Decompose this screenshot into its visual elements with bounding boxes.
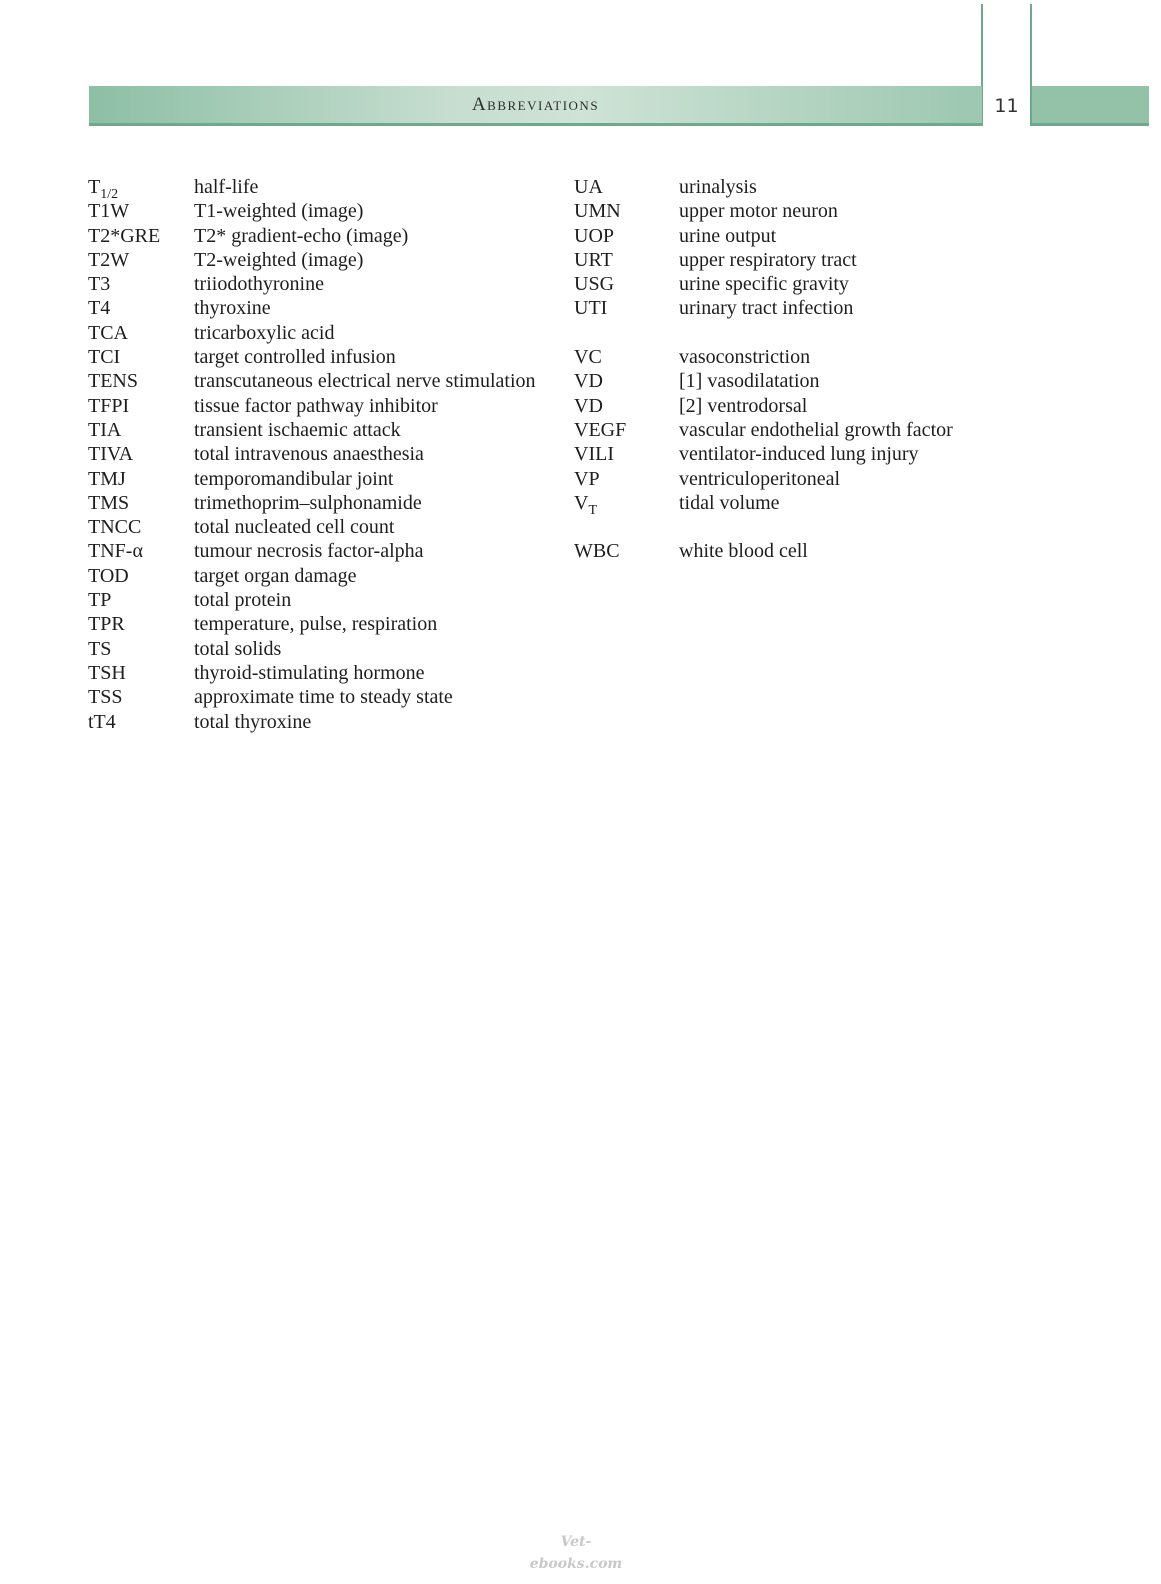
abbreviation-term: VEGF (574, 418, 627, 441)
abbreviation-term: TSH (88, 661, 126, 684)
abbreviation-term: TCI (88, 346, 121, 369)
header-underline (89, 123, 982, 126)
abbreviation-definition: tricarboxylic acid (194, 321, 335, 344)
abbreviation-definition: tissue factor pathway inhibitor (194, 394, 438, 417)
abbreviation-definition: total solids (194, 637, 282, 660)
abbreviation-definition: approximate time to steady state (194, 686, 453, 709)
abbreviation-definition: thyroxine (194, 297, 271, 320)
abbreviation-term: USG (574, 273, 615, 296)
abbreviation-term: TSS (88, 686, 123, 709)
running-title: Abbreviations (471, 94, 600, 115)
abbreviation-definition: T1-weighted (image) (194, 200, 364, 223)
abbreviation-definition: trimethoprim–sulphonamide (194, 491, 422, 514)
abbreviation-definition: temporomandibular joint (194, 467, 394, 490)
abbreviation-term: UOP (574, 224, 615, 247)
abbreviation-term: T1W (88, 200, 130, 223)
abbreviation-term: T4 (88, 297, 111, 320)
abbreviation-definition: white blood cell (679, 540, 808, 563)
abbreviation-definition: urinary tract infection (679, 297, 854, 320)
abbreviation-term: TS (88, 637, 112, 660)
abbreviation-term: T2*GRE (88, 224, 161, 247)
abbreviation-definition: triiodothyronine (194, 273, 324, 296)
watermark-logo: Vet-ebooks.com (529, 1534, 623, 1572)
abbreviation-term: TENS (88, 370, 138, 393)
abbreviation-definition: vasoconstriction (679, 346, 811, 369)
abbreviation-definition: T2-weighted (image) (194, 248, 364, 271)
abbreviation-term: tT4 (88, 710, 116, 733)
abbreviation-term: UTI (574, 297, 608, 320)
abbreviation-term: T3 (88, 273, 111, 296)
abbreviation-definition: half-life (194, 176, 259, 198)
abbreviation-term: TFPI (88, 394, 130, 417)
abbreviation-term: TNF-α (88, 540, 143, 563)
abbreviation-term: VD (574, 394, 603, 417)
abbreviation-definition: upper respiratory tract (679, 248, 857, 271)
abbreviation-definition: urine output (679, 224, 777, 247)
abbreviation-definition: urinalysis (679, 176, 757, 198)
abbreviation-definition: tumour necrosis factor-alpha (194, 540, 424, 563)
abbreviation-definition: transcutaneous electrical nerve stimulation (194, 370, 536, 393)
abbreviation-definition: T2* gradient-echo (image) (194, 224, 409, 247)
abbreviation-term: TOD (88, 564, 129, 587)
abbreviation-term: TP (88, 589, 112, 612)
abbreviation-definition: thyroid-stimulating hormone (194, 661, 425, 684)
abbreviation-definition: vascular endothelial growth factor (679, 418, 953, 441)
abbreviation-term: TPR (88, 613, 125, 636)
abbreviation-term: $T_{1/2}$ (88, 176, 119, 202)
abbreviation-term: T2W (88, 248, 130, 271)
abbreviation-term: UA (574, 176, 603, 198)
abbreviation-definition: upper motor neuron (679, 200, 838, 223)
abbreviation-definition: [1] vasodilatation (679, 370, 820, 393)
abbreviation-term: VC (574, 346, 602, 369)
abbreviation-term: TIVA (88, 443, 134, 466)
abbreviation-term: UMN (574, 200, 621, 223)
header-underline-right (1032, 123, 1149, 126)
abbreviation-definition: transient ischaemic attack (194, 418, 401, 441)
header-band-right (1032, 86, 1149, 123)
abbreviation-definition: total thyroxine (194, 710, 312, 733)
abbreviation-term: WBC (574, 540, 620, 563)
abbreviation-definition: total intravenous anaesthesia (194, 443, 424, 466)
abbreviation-definition: urine specific gravity (679, 273, 849, 296)
abbreviation-definition: total protein (194, 589, 292, 612)
abbreviation-term: TMJ (88, 467, 126, 490)
abbreviation-definition: ventilator-induced lung injury (679, 443, 919, 466)
abbreviation-definition: target controlled infusion (194, 346, 396, 369)
abbreviation-term: VD (574, 370, 603, 393)
abbreviation-definition: total nucleated cell count (194, 516, 395, 539)
abbreviation-definition: [2] ventrodorsal (679, 394, 808, 417)
abbreviation-term: $V_T$ (574, 491, 598, 518)
abbreviation-definition: target organ damage (194, 564, 357, 587)
abbreviation-definition: temperature, pulse, respiration (194, 613, 438, 636)
abbreviation-term: TIA (88, 418, 122, 441)
abbreviation-term: VILI (574, 443, 614, 466)
abbreviation-term: URT (574, 248, 613, 271)
abbreviation-term: TMS (88, 491, 130, 514)
abbreviation-term: TCA (88, 321, 128, 344)
abbreviation-definition: tidal volume (679, 491, 780, 514)
abbreviation-definition: ventriculoperitoneal (679, 467, 841, 490)
page-number: 11 (994, 95, 1019, 117)
abbreviation-term: VP (574, 467, 600, 490)
abbreviation-term: TNCC (88, 516, 142, 539)
